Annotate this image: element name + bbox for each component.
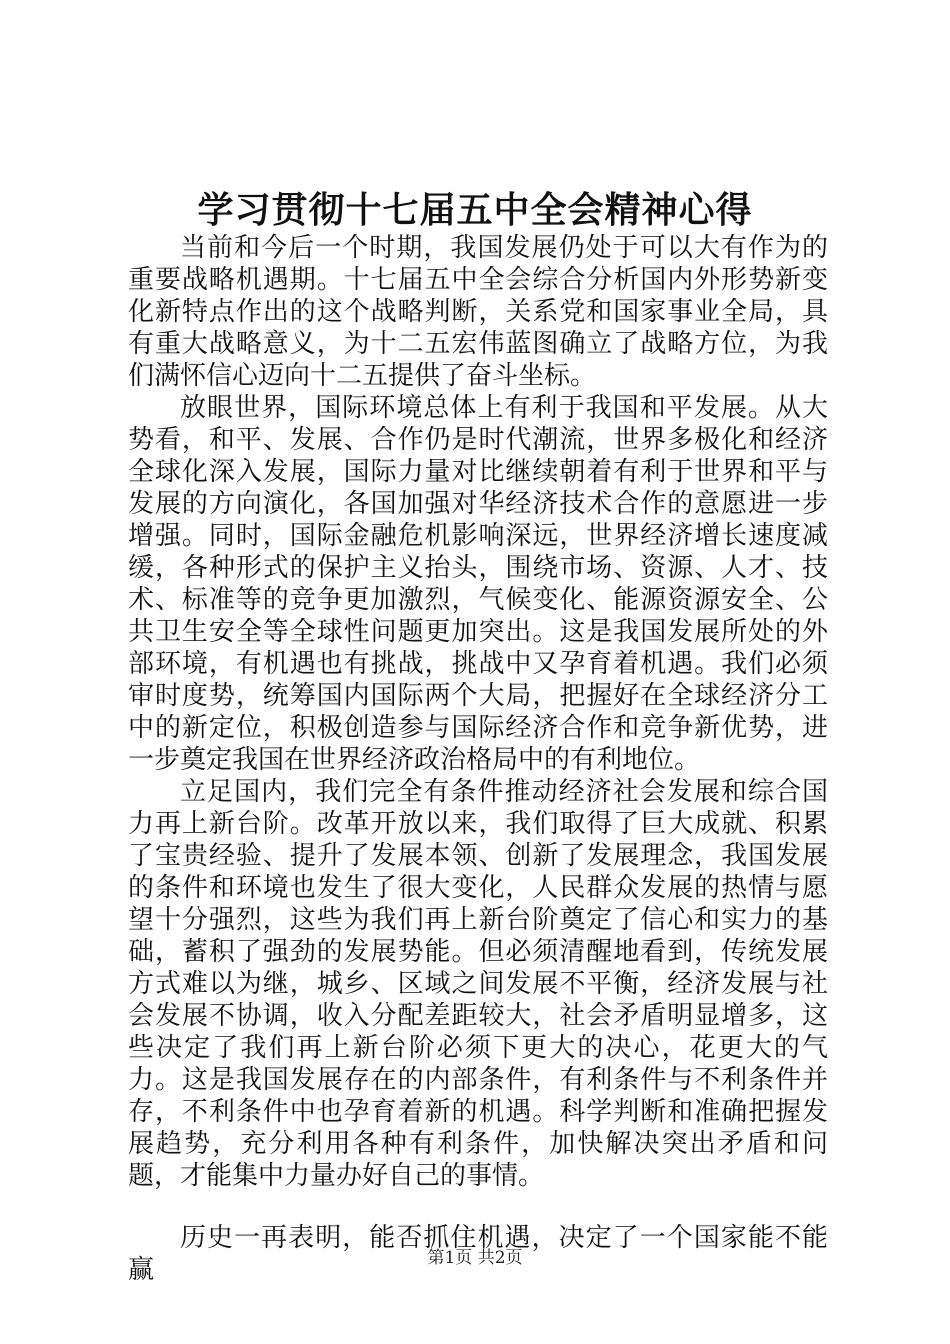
paragraph-2: 放眼世界，国际环境总体上有利于我国和平发展。从大势看，和平、发展、合作仍是时代潮流，世界多极化和经济全球化深入发展，国际力量对比继续朝着有利于世界和平与发展的方向演化，各国加强对华经济技术合作的意愿进一步增强。同时，国际金融危机影响深远，世界经济增长速度减缓，各种形式的保护主义抬头，围绕市场、资源、人才、技术、标准等的竞争更加激烈，气候变化、能源资源安全、公共卫生安全等全球性问题更加突出。这是我国发展所处的外部环境，有机遇也有挑战，挑战中又孕育着机遇。我们必须审时度势，统筹国内国际两个大局，把握好在全球经济分工中的新定位，积极创造参与国际经济合作和竞争新优势，进一步奠定我国在世界经济政治格局中的有利地位。: [128, 393, 828, 775]
paragraph-1: 当前和今后一个时期，我国发展仍处于可以大有作为的重要战略机遇期。十七届五中全会综合分析国内外形势新变化新特点作出的这个战略判断，关系党和国家事业全局，具有重大战略意义，为十二五宏伟蓝图确立了战略方位，为我们满怀信心迈向十二五提供了奋斗坐标。: [128, 233, 828, 391]
document-body: [128, 232, 828, 1286]
document-title: 学习贯彻十七届五中全会精神心得: [197, 189, 753, 231]
paragraph-3: 立足国内，我们完全有条件推动经济社会发展和综合国力再上新台阶。改革开放以来，我们取得了巨大成就、积累了宝贵经验、提升了发展本领、创新了发展理念，我国发展的条件和环境也发生了很大变化，人民群众发展的热情与愿望十分强烈，这些为我们再上新台阶奠定了信心和实力的基础，蓄积了强劲的发展势能。但必须清醒地看到，传统发展方式难以为继，城乡、区域之间发展不平衡，经济发展与社会发展不协调，收入分配差距较大，社会矛盾明显增多，这些决定了我们再上新台阶必须下更大的决心，花更大的气力。这是我国发展存在的内部条件，有利条件与不利条件并存，不利条件中也孕育着新的机遇。科学判断和准确把握发展趋势，充分利用各种有利条件，加快解决突出矛盾和问题，才能集中力量办好自己的事情。: [128, 777, 828, 1191]
paragraph-4: 历史一再表明，能否抓住机遇，决定了一个国家能不能赢: [128, 1223, 828, 1285]
page-number-footer: 第1页 共2页: [427, 1248, 523, 1268]
